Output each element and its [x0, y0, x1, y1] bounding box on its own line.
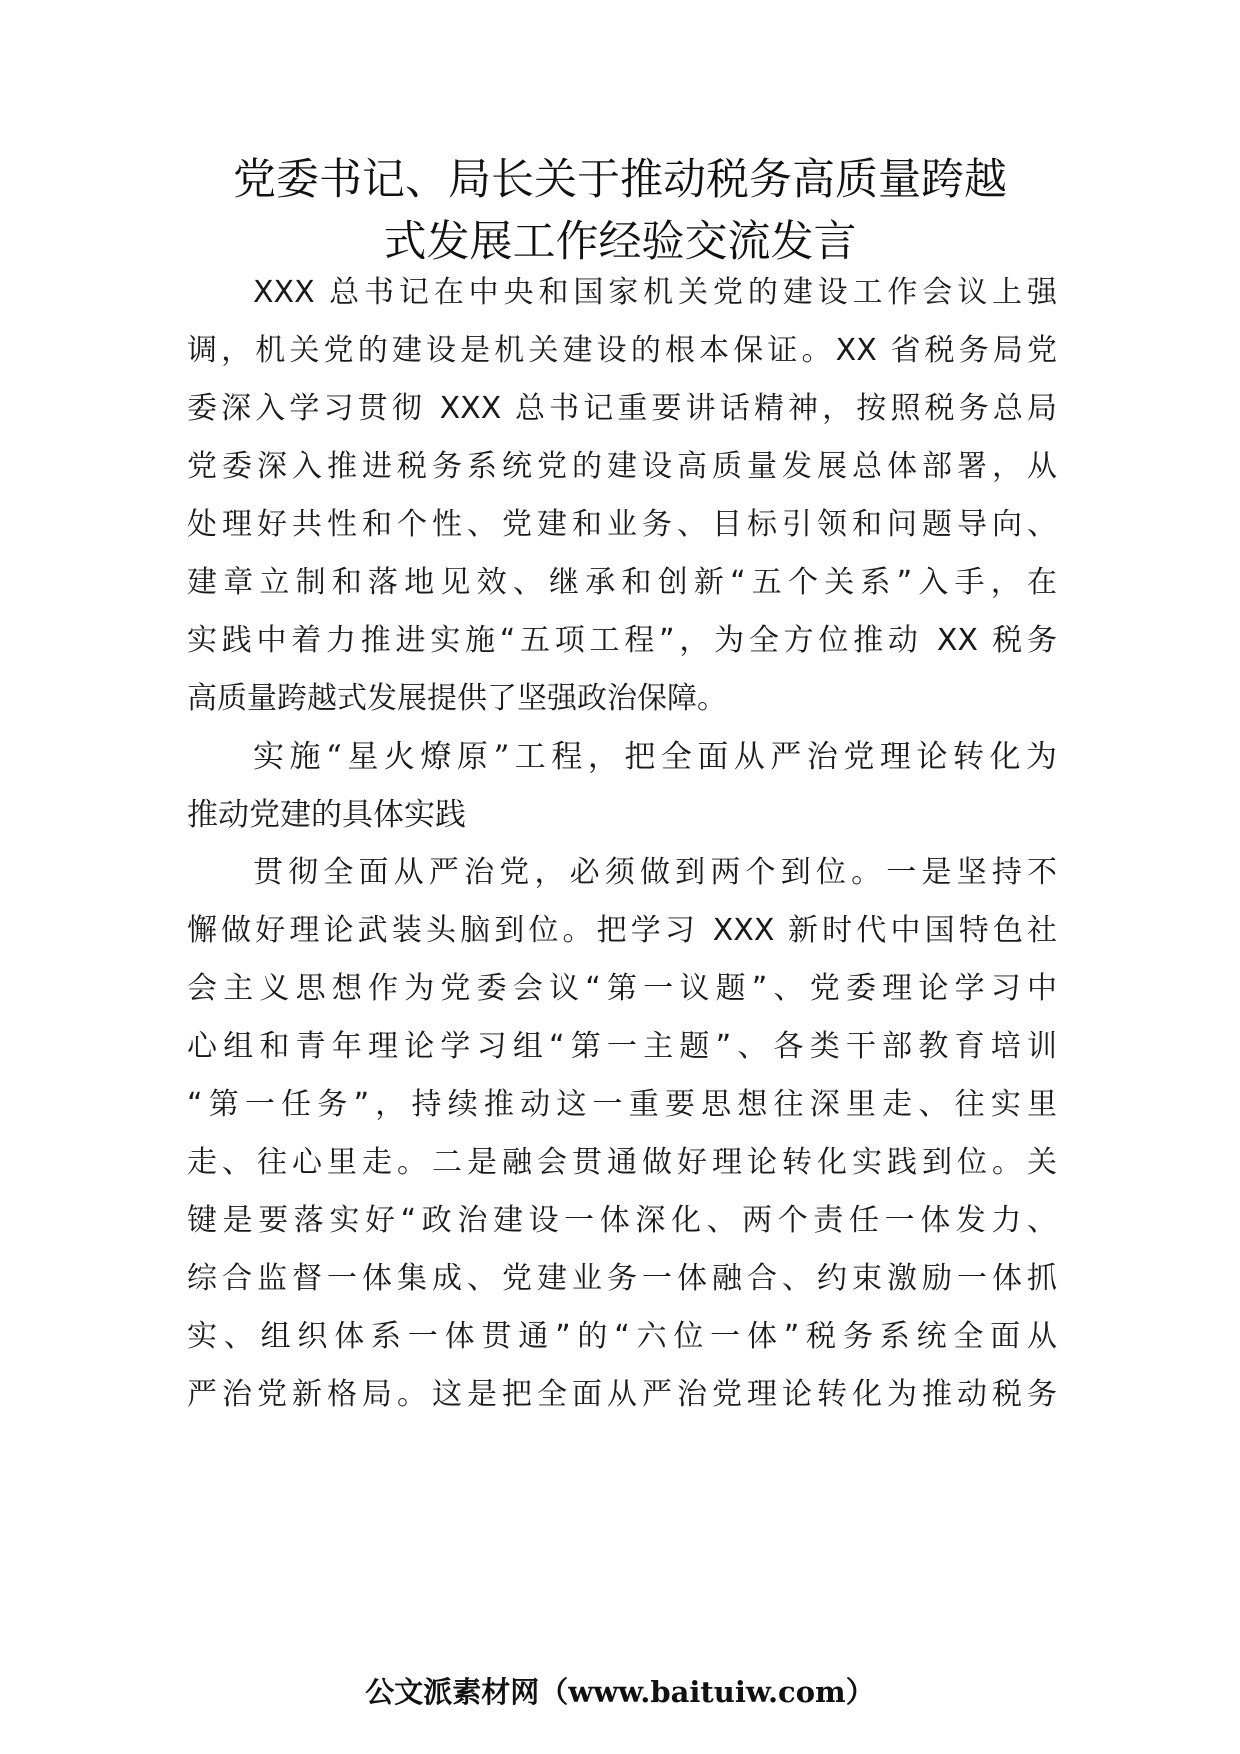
text-line: 高质量跨越式发展提供了坚强政治保障。 [187, 681, 727, 716]
section-heading-line: 实施“星火燎原”工程，把全面从严治党理论转化为 [253, 739, 1057, 775]
text-line: 处理好共性和个性、党建和业务、目标引领和问题导向、 [187, 507, 1057, 542]
text-line: 严治党新格局。这是把全面从严治党理论转化为推动税务 [187, 1377, 1057, 1412]
text-line: 综合监督一体集成、党建业务一体融合、约束激励一体抓 [187, 1261, 1057, 1296]
title-line-2: 式发展工作经验交流发言 [383, 217, 857, 267]
text-line: 懈做好理论武装头脑到位。把学习 XXX 新时代中国特色社 [187, 913, 1057, 948]
text-line: 实、组织体系一体贯通”的“六位一体”税务系统全面从 [187, 1319, 1057, 1354]
section-heading-line: 推动党建的具体实践 [187, 797, 466, 833]
text-line: 心组和青年理论学习组“第一主题”、各类干部教育培训 [187, 1029, 1057, 1064]
text-line: 党委深入推进税务系统党的建设高质量发展总体部署，从 [187, 449, 1057, 484]
text-line: 贯彻全面从严治党，必须做到两个到位。一是坚持不 [253, 855, 1057, 890]
title-line-1: 党委书记、局长关于推动税务高质量跨越 [233, 155, 1007, 205]
text-line: 建章立制和落地见效、继承和创新“五个关系”入手，在 [187, 565, 1057, 600]
text-line: 实践中着力推进实施“五项工程”，为全方位推动 XX 税务 [187, 623, 1057, 658]
text-line: 调，机关党的建设是机关建设的根本保证。XX 省税务局党 [187, 333, 1057, 368]
text-line: 走、往心里走。二是融会贯通做好理论转化实践到位。关 [187, 1145, 1057, 1180]
text-line: “第一任务”，持续推动这一重要思想往深里走、往实里 [187, 1087, 1057, 1122]
footer-watermark: 公文派素材网（www.baituiw.com） [365, 1675, 875, 1709]
text-line: XXX 总书记在中央和国家机关党的建设工作会议上强 [253, 275, 1057, 310]
text-line: 委深入学习贯彻 XXX 总书记重要讲话精神，按照税务总局 [187, 391, 1057, 426]
text-line: 会主义思想作为党委会议“第一议题”、党委理论学习中 [187, 971, 1057, 1006]
text-line: 键是要落实好“政治建设一体深化、两个责任一体发力、 [187, 1203, 1057, 1238]
